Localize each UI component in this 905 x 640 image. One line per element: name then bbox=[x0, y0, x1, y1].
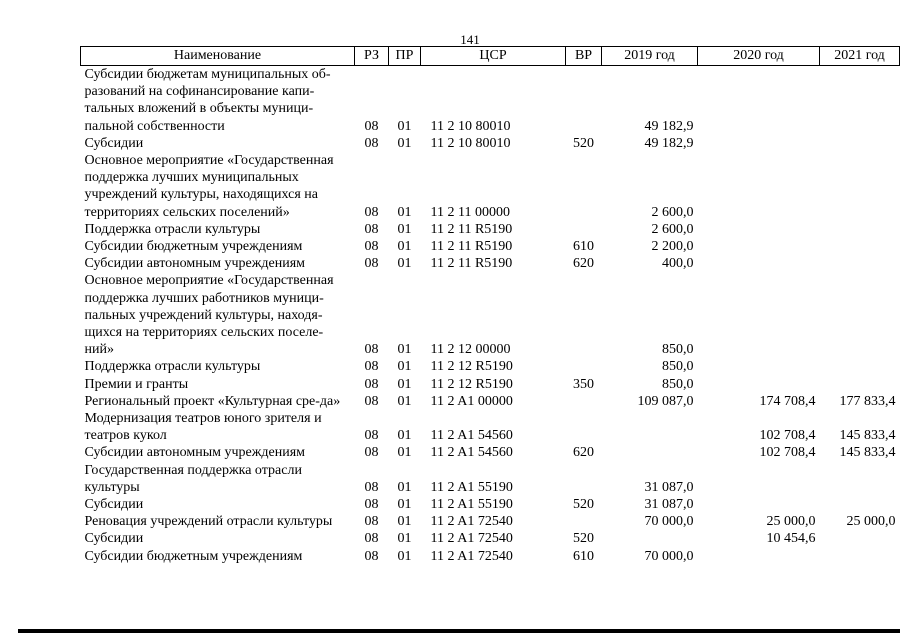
cell-pr: 01 bbox=[397, 479, 412, 495]
cell-csr: 11 2 A1 72540 bbox=[430, 514, 513, 530]
cell-2019: 49 182,9 bbox=[644, 118, 694, 134]
header-pr: ПР bbox=[389, 47, 421, 66]
cell-csr: 11 2 10 80010 bbox=[430, 118, 511, 134]
cell-name: Субсидии bbox=[84, 497, 144, 513]
cell-rz: 08 bbox=[364, 428, 379, 444]
table-row bbox=[81, 462, 900, 496]
table-row bbox=[81, 376, 900, 393]
cell-vr: 610 bbox=[573, 548, 594, 564]
budget-table bbox=[80, 46, 900, 565]
cell-2019 bbox=[602, 530, 698, 547]
cell-2020: 102 708,4 bbox=[759, 428, 816, 444]
header-2021: 2021 год bbox=[820, 47, 900, 66]
cell-pr: 01 bbox=[397, 239, 412, 255]
cell-vr bbox=[566, 272, 602, 358]
cell-csr: 11 2 11 R5190 bbox=[430, 221, 513, 237]
cell-2019: 109 087,0 bbox=[637, 393, 694, 409]
cell-2020 bbox=[698, 135, 820, 152]
cell-2021 bbox=[820, 255, 900, 272]
table-row bbox=[81, 135, 900, 152]
cell-2019 bbox=[602, 410, 698, 444]
cell-2021: 145 833,4 bbox=[839, 445, 896, 461]
cell-2019: 400,0 bbox=[662, 256, 694, 272]
cell-vr bbox=[566, 66, 602, 135]
cell-2019: 31 087,0 bbox=[644, 479, 694, 495]
table-row bbox=[81, 410, 900, 444]
table-row bbox=[81, 496, 900, 513]
table-row bbox=[81, 152, 900, 221]
cell-name: Субсидии бюджетным учреждениям bbox=[84, 239, 303, 255]
header-vr: ВР bbox=[566, 47, 602, 66]
cell-vr: 610 bbox=[573, 239, 594, 255]
cell-pr: 01 bbox=[397, 376, 412, 392]
table-row bbox=[81, 444, 900, 461]
cell-rz: 08 bbox=[364, 514, 379, 530]
cell-2019: 31 087,0 bbox=[644, 497, 694, 513]
cell-2020: 10 454,6 bbox=[766, 531, 816, 547]
header-rz: РЗ bbox=[355, 47, 389, 66]
cell-csr: 11 2 11 00000 bbox=[430, 204, 510, 220]
cell-rz: 08 bbox=[364, 445, 379, 461]
cell-vr bbox=[566, 393, 602, 410]
cell-name: Премии и гранты bbox=[84, 376, 189, 392]
cell-2021 bbox=[820, 358, 900, 375]
cell-2019: 49 182,9 bbox=[644, 135, 694, 151]
cell-vr: 520 bbox=[573, 531, 594, 547]
cell-name: Субсидии bbox=[84, 531, 144, 547]
cell-csr: 11 2 10 80010 bbox=[430, 135, 511, 151]
cell-rz: 08 bbox=[364, 359, 379, 375]
cell-rz: 08 bbox=[364, 497, 379, 513]
cell-2021: 177 833,4 bbox=[839, 393, 896, 409]
cell-2021 bbox=[820, 221, 900, 238]
cell-rz: 08 bbox=[364, 135, 379, 151]
cell-name: Субсидии bbox=[84, 135, 144, 151]
cell-2019: 2 200,0 bbox=[651, 239, 694, 255]
cell-csr: 11 2 A1 54560 bbox=[430, 445, 513, 461]
cell-name: Субсидии бюджетным учреждениям bbox=[84, 548, 303, 564]
cell-csr: 11 2 11 R5190 bbox=[430, 256, 513, 272]
cell-pr: 01 bbox=[397, 445, 412, 461]
header-2019: 2019 год bbox=[602, 47, 698, 66]
cell-2019: 2 600,0 bbox=[651, 221, 694, 237]
table-row bbox=[81, 393, 900, 410]
cell-rz: 08 bbox=[364, 256, 379, 272]
cell-2019: 2 600,0 bbox=[651, 204, 694, 220]
header-name: Наименование bbox=[81, 47, 355, 66]
cell-csr: 11 2 12 R5190 bbox=[430, 359, 513, 375]
cell-rz: 08 bbox=[364, 393, 379, 409]
cell-2021 bbox=[820, 376, 900, 393]
cell-name: Основное мероприятие «Государственная поддержка лучших работников муници-пальных учреждений культуры, находя-щихся на территориях сельских поселе-ний» bbox=[84, 273, 334, 358]
bottom-divider bbox=[18, 629, 900, 633]
cell-2019: 70 000,0 bbox=[644, 548, 694, 564]
cell-2020 bbox=[698, 221, 820, 238]
cell-2020 bbox=[698, 255, 820, 272]
cell-csr: 11 2 A1 55190 bbox=[430, 497, 513, 513]
cell-2020 bbox=[698, 358, 820, 375]
cell-name: Государственная поддержка отрасли культуры bbox=[84, 462, 302, 495]
cell-pr: 01 bbox=[397, 359, 412, 375]
cell-name: Региональный проект «Культурная сре-да» bbox=[84, 393, 341, 409]
cell-2019: 850,0 bbox=[662, 376, 694, 392]
cell-name: Субсидии бюджетам муниципальных об-разований на софинансирование капи-тальных вложений в объекты муници-пальной собственности bbox=[84, 67, 331, 134]
cell-2021 bbox=[820, 530, 900, 547]
cell-2021 bbox=[820, 548, 900, 565]
cell-csr: 11 2 12 R5190 bbox=[430, 376, 513, 392]
cell-csr: 11 2 A1 72540 bbox=[430, 548, 513, 564]
cell-vr bbox=[566, 221, 602, 238]
cell-pr: 01 bbox=[397, 497, 412, 513]
cell-2021 bbox=[820, 496, 900, 513]
cell-2019: 850,0 bbox=[662, 342, 694, 358]
cell-2020 bbox=[698, 462, 820, 496]
cell-rz: 08 bbox=[364, 376, 379, 392]
cell-2020 bbox=[698, 496, 820, 513]
table-row bbox=[81, 548, 900, 565]
cell-2021 bbox=[820, 135, 900, 152]
cell-2020 bbox=[698, 238, 820, 255]
cell-pr: 01 bbox=[397, 256, 412, 272]
cell-2021: 25 000,0 bbox=[846, 514, 896, 530]
cell-name: Поддержка отрасли культуры bbox=[84, 221, 261, 237]
cell-pr: 01 bbox=[397, 135, 412, 151]
cell-name: Субсидии автономным учреждениям bbox=[84, 445, 306, 461]
cell-2020: 102 708,4 bbox=[759, 445, 816, 461]
cell-csr: 11 2 11 R5190 bbox=[430, 239, 513, 255]
cell-rz: 08 bbox=[364, 118, 379, 134]
cell-pr: 01 bbox=[397, 531, 412, 547]
cell-vr bbox=[566, 410, 602, 444]
cell-name: Реновация учреждений отрасли культуры bbox=[84, 514, 333, 530]
cell-rz: 08 bbox=[364, 221, 379, 237]
table-row bbox=[81, 221, 900, 238]
cell-2021 bbox=[820, 462, 900, 496]
cell-name: Основное мероприятие «Государственная поддержка лучших муниципальных учреждений культуры, находящихся на территориях сельских поселений» bbox=[84, 153, 334, 220]
cell-2021 bbox=[820, 152, 900, 221]
cell-vr: 620 bbox=[573, 256, 594, 272]
cell-vr: 520 bbox=[573, 497, 594, 513]
cell-2021 bbox=[820, 272, 900, 358]
cell-rz: 08 bbox=[364, 548, 379, 564]
cell-rz: 08 bbox=[364, 239, 379, 255]
cell-2021: 145 833,4 bbox=[839, 428, 896, 444]
cell-2019: 850,0 bbox=[662, 359, 694, 375]
cell-2020 bbox=[698, 152, 820, 221]
cell-2020: 174 708,4 bbox=[759, 393, 816, 409]
table-row bbox=[81, 238, 900, 255]
cell-csr: 11 2 12 00000 bbox=[430, 342, 511, 358]
cell-pr: 01 bbox=[397, 342, 412, 358]
table-row bbox=[81, 358, 900, 375]
cell-csr: 11 2 A1 54560 bbox=[430, 428, 513, 444]
cell-2019: 70 000,0 bbox=[644, 514, 694, 530]
header-csr: ЦСР bbox=[421, 47, 566, 66]
table-row bbox=[81, 530, 900, 547]
cell-name: Модернизация театров юного зрителя и театров кукол bbox=[84, 411, 322, 444]
cell-pr: 01 bbox=[397, 118, 412, 134]
cell-2020 bbox=[698, 376, 820, 393]
cell-2020 bbox=[698, 548, 820, 565]
cell-pr: 01 bbox=[397, 548, 412, 564]
cell-2020: 25 000,0 bbox=[766, 514, 816, 530]
cell-rz: 08 bbox=[364, 531, 379, 547]
cell-rz: 08 bbox=[364, 204, 379, 220]
table-row bbox=[81, 272, 900, 358]
cell-csr: 11 2 A1 55190 bbox=[430, 479, 513, 495]
cell-pr: 01 bbox=[397, 428, 412, 444]
cell-pr: 01 bbox=[397, 221, 412, 237]
cell-name: Субсидии автономным учреждениям bbox=[84, 256, 306, 272]
cell-2019 bbox=[602, 444, 698, 461]
cell-2020 bbox=[698, 272, 820, 358]
cell-vr bbox=[566, 152, 602, 221]
cell-vr bbox=[566, 358, 602, 375]
cell-vr bbox=[566, 462, 602, 496]
cell-rz: 08 bbox=[364, 342, 379, 358]
table-row bbox=[81, 513, 900, 530]
cell-2021 bbox=[820, 66, 900, 135]
cell-2020 bbox=[698, 66, 820, 135]
cell-vr: 520 bbox=[573, 135, 594, 151]
cell-vr: 620 bbox=[573, 445, 594, 461]
table-header-row bbox=[81, 47, 900, 66]
table-row bbox=[81, 255, 900, 272]
table-row bbox=[81, 66, 900, 135]
cell-pr: 01 bbox=[397, 514, 412, 530]
cell-pr: 01 bbox=[397, 393, 412, 409]
page-number: 141 bbox=[460, 32, 480, 47]
cell-pr: 01 bbox=[397, 204, 412, 220]
cell-2021 bbox=[820, 238, 900, 255]
header-2020: 2020 год bbox=[698, 47, 820, 66]
cell-vr: 350 bbox=[573, 376, 594, 392]
cell-name: Поддержка отрасли культуры bbox=[84, 359, 261, 375]
cell-rz: 08 bbox=[364, 479, 379, 495]
cell-vr bbox=[566, 513, 602, 530]
cell-csr: 11 2 A1 72540 bbox=[430, 531, 513, 547]
cell-csr: 11 2 A1 00000 bbox=[430, 393, 513, 409]
